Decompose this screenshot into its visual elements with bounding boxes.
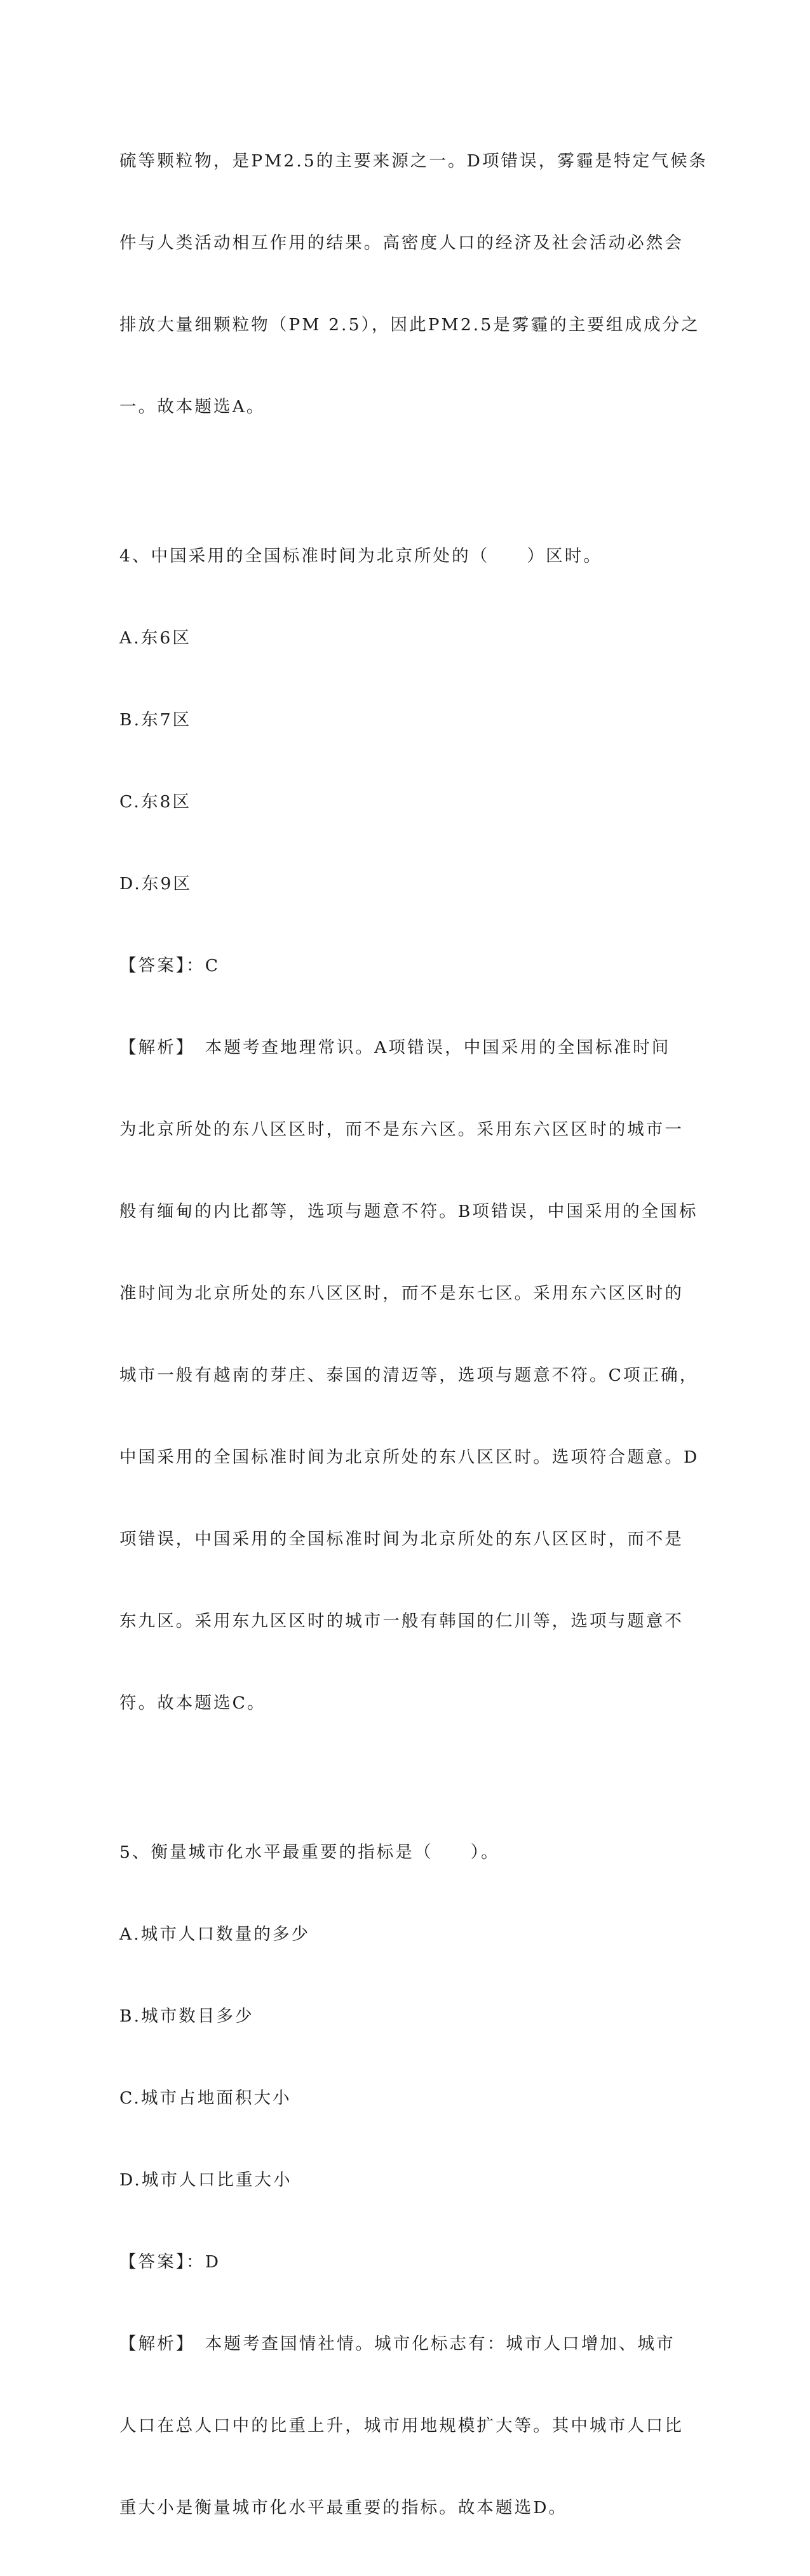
continuation-paragraph: [119, 93, 708, 475]
question-5: [119, 1784, 691, 2576]
analysis-line: 重大小是衡量城市化水平最重要的指标。故本题选D。: [119, 2498, 568, 2518]
analysis-line: 准时间为北京所处的东八区区时，而不是东七区。采用东六区区时的: [119, 1284, 684, 1303]
question-stem: 5、衡量城市化水平最重要的指标是（ ）。: [119, 1842, 500, 1862]
analysis-line: 东九区。采用东九区区时的城市一般有韩国的仁川等，选项与题意不: [119, 1611, 684, 1631]
document-page: [119, 93, 708, 2576]
analysis-line: 项错误，中国采用的全国标准时间为北京所处的东八区区时，而不是: [119, 1529, 684, 1549]
analysis-line: 城市一般有越南的芽庄、泰国的清迈等，选项与题意不符。C项正确，: [119, 1365, 699, 1385]
answer-line: 【答案】：D: [119, 2252, 221, 2272]
analysis-line: 为北京所处的东八区区时，而不是东六区。采用东六区区时的城市一: [119, 1120, 684, 1139]
analysis-line: 符。故本题选C。: [119, 1693, 266, 1713]
text-line: 硫等颗粒物，是PM2.5的主要来源之一。D项错误，雾霾是特定气候条: [119, 151, 708, 171]
analysis-line: 中国采用的全国标准时间为北京所处的东八区区时。选项符合题意。D: [119, 1447, 699, 1467]
option-d: D.城市人口比重大小: [119, 2170, 292, 2190]
option-a: A.东6区: [119, 628, 191, 648]
analysis-line: 人口在总人口中的比重上升，城市用地规模扩大等。其中城市人口比: [119, 2416, 684, 2436]
analysis-line: 【解析】 本题考查国情社情。城市化标志有：城市人口增加、城市: [119, 2334, 675, 2354]
text-line: 一。故本题选A。: [119, 397, 266, 417]
option-b: B.城市数目多少: [119, 2006, 254, 2026]
question-stem: 4、中国采用的全国标准时间为北京所处的（ ）区时。: [119, 546, 602, 566]
answer-line: 【答案】：C: [119, 956, 220, 976]
option-d: D.东9区: [119, 874, 192, 894]
question-4: [119, 488, 699, 1771]
text-line: 件与人类活动相互作用的结果。高密度人口的经济及社会活动必然会: [119, 233, 684, 253]
option-c: C.东8区: [119, 792, 192, 812]
option-a: A.城市人口数量的多少: [119, 1924, 311, 1944]
analysis-line: 般有缅甸的内比都等，选项与题意不符。B项错误，中国采用的全国标: [119, 1202, 698, 1221]
analysis-line: 【解析】 本题考查地理常识。A项错误，中国采用的全国标准时间: [119, 1038, 671, 1057]
text-line: 排放大量细颗粒物（PM 2.5），因此PM2.5是雾霾的主要组成成分之: [119, 315, 700, 335]
option-c: C.城市占地面积大小: [119, 2088, 292, 2108]
option-b: B.东7区: [119, 710, 192, 730]
